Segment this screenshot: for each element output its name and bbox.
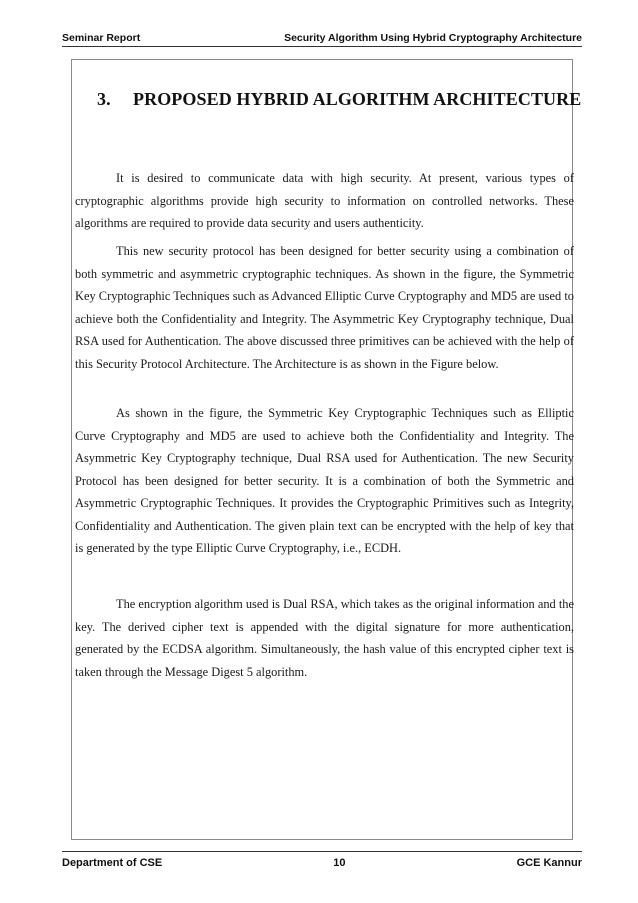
section-title: PROPOSED HYBRID ALGORITHM ARCHITECTURE <box>133 89 582 109</box>
paragraph-1: It is desired to communicate data with high security. At present, various types of cryptographic algorithms provide high security to information on controlled networks. These algorithms are required to provide data security and users authenticity. <box>75 171 574 230</box>
paragraph-4: The encryption algorithm used is Dual RSA, which takes as the original information and the key. The derived cipher text is appended with the digital signature for more authentication, generated by the ECDSA algorithm. Simultaneously, the hash value of this encrypted cipher text is taken through the Message Digest 5 algorithm. <box>75 597 574 679</box>
footer-page-number: 10 <box>333 857 346 869</box>
section-heading <box>97 89 581 110</box>
page-header <box>62 32 582 44</box>
section-number: 3. <box>97 89 111 109</box>
header-right-text: Security Algorithm Using Hybrid Cryptography Architecture <box>284 32 582 44</box>
header-left-text: Seminar Report <box>62 32 141 44</box>
paragraph-2: This new security protocol has been designed for better security using a combination of both symmetric and asymmetric cryptographic techniques. As shown in the figure, the Symmetric Key Cryptographic Techniques such as Advanced Elliptic Curve Cryptography and MD5 are used to achieve both the Confidentiality and Integrity. The Asymmetric Key Cryptography technique, Dual RSA used for Authentication. The above discussed three primitives can be achieved with the help of this Security Protocol Architecture. The Architecture is as shown in the Figure below. <box>75 244 574 371</box>
paragraph-3: As shown in the figure, the Symmetric Key Cryptographic Techniques such as Elliptic Curve Cryptography and MD5 are used to achieve both the Confidentiality and Integrity. The Asymmetric Key Cryptography technique, Dual RSA used for Authentication. The new Security Protocol has been designed for better security. It is a combination of both the Symmetric and Asymmetric Cryptographic Techniques. It provides the Cryptographic Primitives such as Integrity, Confidentiality and Authentication. The given plain text can be encrypted with the help of key that is generated by the type Elliptic Curve Cryptography, i.e., ECDH. <box>75 406 574 555</box>
page-footer <box>62 857 582 869</box>
footer-department: Department of CSE <box>62 857 163 869</box>
footer-rule <box>62 851 582 852</box>
header-rule <box>62 46 582 47</box>
footer-college: GCE Kannur <box>516 857 582 869</box>
